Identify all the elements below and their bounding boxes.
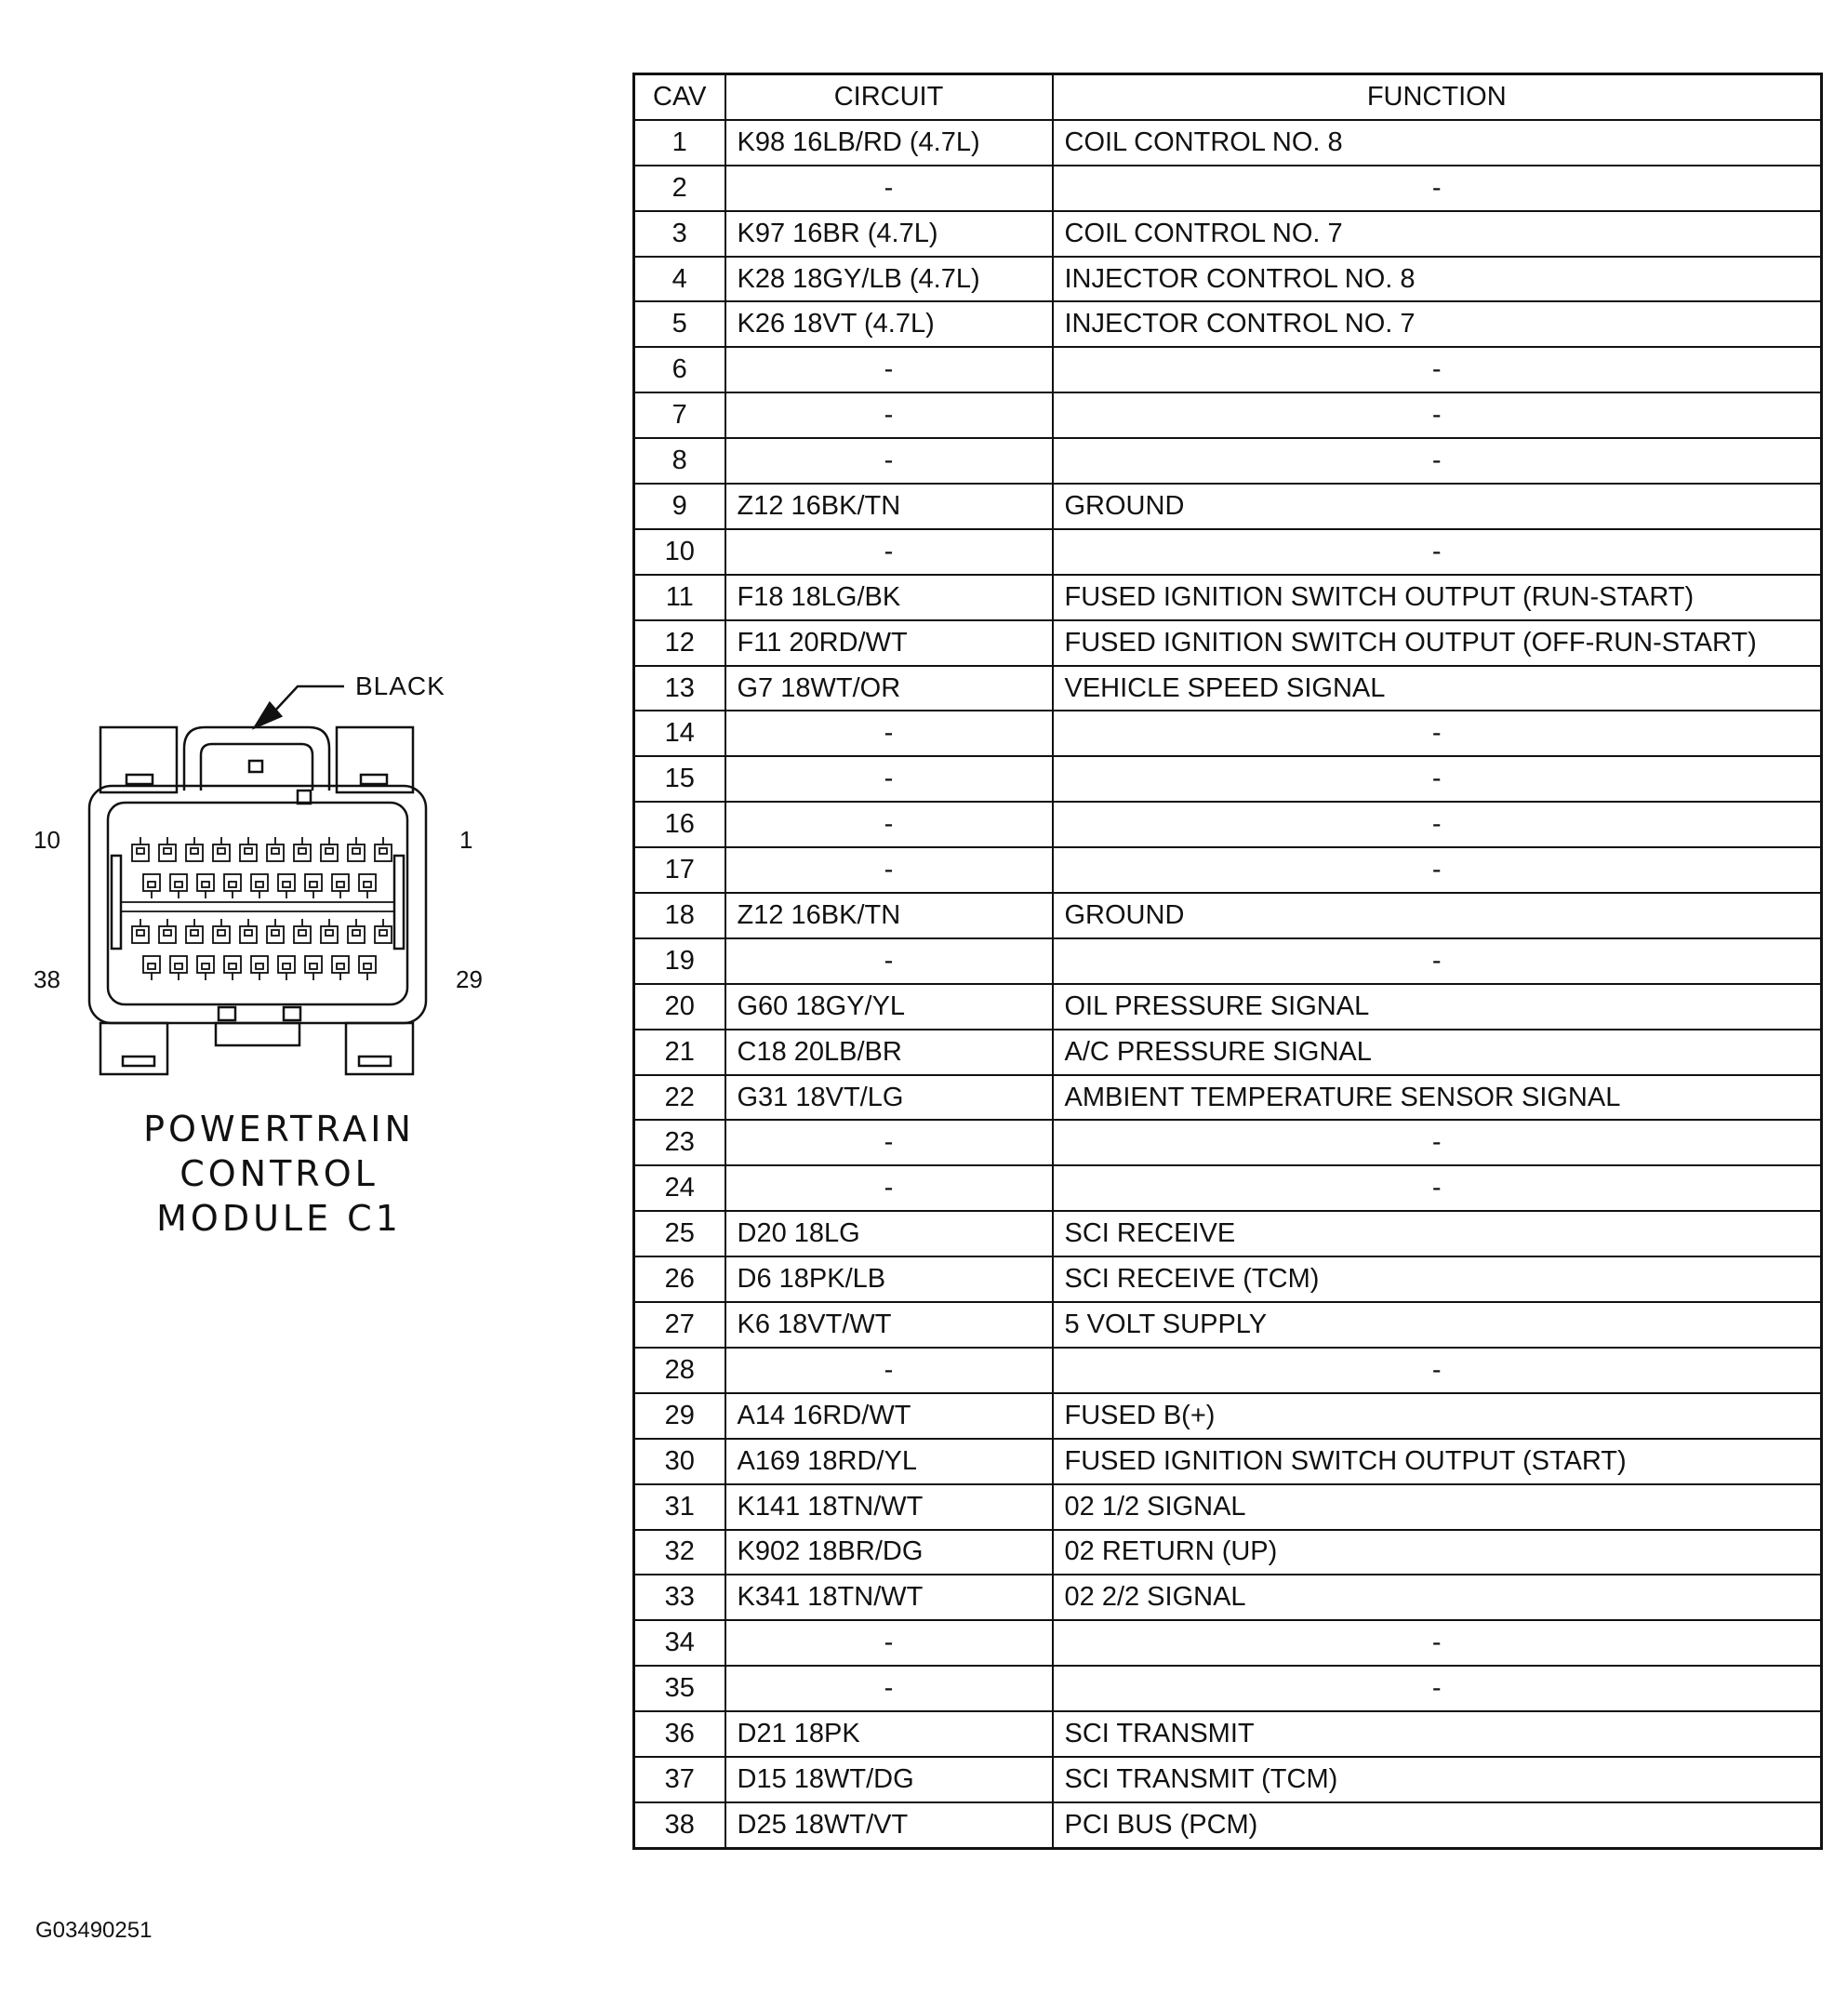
function-cell: GROUND [1053,893,1822,938]
circuit-cell: - [725,1120,1053,1165]
cav-cell: 15 [634,756,725,802]
cav-cell: 21 [634,1030,725,1075]
function-cell: FUSED B(+) [1053,1393,1822,1439]
circuit-cell: K98 16LB/RD (4.7L) [725,120,1053,166]
table-row [634,347,1822,392]
latch-arch [184,727,329,791]
latch-arch-inner [201,744,312,791]
circuit-cell: D21 18PK [725,1711,1053,1757]
table-row [634,847,1822,893]
table-row [634,1757,1822,1802]
table-row [634,711,1822,756]
color-leader-arrow [255,686,344,727]
connector-body [89,786,426,1023]
table-row [634,938,1822,984]
cav-cell: 34 [634,1620,725,1666]
function-cell: - [1053,529,1822,575]
pin-label-bottom-left: 38 [33,965,60,993]
cavity [375,919,392,943]
function-cell: - [1053,438,1822,484]
function-cell: FUSED IGNITION SWITCH OUTPUT (START) [1053,1439,1822,1484]
cav-cell: 30 [634,1439,725,1484]
table-row [634,166,1822,211]
top-left-tab [100,727,177,792]
bottom-right-tab-notch [359,1057,391,1066]
cavity [375,837,392,861]
cav-cell: 4 [634,257,725,302]
table-row [634,529,1822,575]
connector-color-label: BLACK [355,671,445,700]
function-cell: INJECTOR CONTROL NO. 7 [1053,301,1822,347]
cavity [159,919,176,943]
module-title-line: POWERTRAIN [143,1109,415,1150]
connector-illustration [19,651,521,1246]
circuit-cell: - [725,392,1053,438]
cav-cell: 25 [634,1211,725,1256]
cav-cell: 33 [634,1575,725,1620]
cav-cell: 8 [634,438,725,484]
cav-cell: 20 [634,984,725,1030]
cav-cell: 16 [634,802,725,847]
cavity-grid [121,837,394,980]
function-cell: - [1053,938,1822,984]
circuit-cell: F11 20RD/WT [725,620,1053,666]
function-cell: PCI BUS (PCM) [1053,1802,1822,1848]
cavity [240,919,257,943]
circuit-cell: K6 18VT/WT [725,1302,1053,1348]
bottom-left-tab-notch [123,1057,154,1066]
table-row [634,484,1822,529]
cavity [197,956,214,980]
table-row [634,438,1822,484]
cavity [348,837,365,861]
function-cell: - [1053,1620,1822,1666]
cavity [224,874,241,898]
column-header-circuit: CIRCUIT [725,74,1053,120]
cavity [332,874,349,898]
bottom-key-right [284,1007,300,1020]
cavity [359,956,376,980]
table-row [634,1211,1822,1256]
circuit-cell: K97 16BR (4.7L) [725,211,1053,257]
function-cell: AMBIENT TEMPERATURE SENSOR SIGNAL [1053,1075,1822,1121]
module-title [74,1107,484,1241]
function-cell: VEHICLE SPEED SIGNAL [1053,666,1822,711]
function-cell: SCI TRANSMIT [1053,1711,1822,1757]
cav-cell: 7 [634,392,725,438]
table-row [634,1802,1822,1848]
cavity [332,956,349,980]
table-row [634,120,1822,166]
cav-cell: 1 [634,120,725,166]
cavity [305,874,322,898]
cav-cell: 23 [634,1120,725,1165]
circuit-cell: K902 18BR/DG [725,1530,1053,1575]
top-left-tab-notch [126,775,153,784]
table-row [634,1484,1822,1530]
cavity [267,837,284,861]
function-cell: COIL CONTROL NO. 7 [1053,211,1822,257]
circuit-cell: A14 16RD/WT [725,1393,1053,1439]
cavity [251,874,268,898]
latch-key [249,761,262,772]
cav-cell: 17 [634,847,725,893]
circuit-cell: Z12 16BK/TN [725,893,1053,938]
table-row [634,802,1822,847]
cavity [305,956,322,980]
cav-cell: 37 [634,1757,725,1802]
circuit-cell: - [725,756,1053,802]
circuit-cell: - [725,847,1053,893]
cavity [321,837,338,861]
cavity [143,874,160,898]
bottom-key-left [219,1007,235,1020]
module-title-line: MODULE C1 [156,1198,402,1239]
pin-label-top-left: 10 [33,826,60,854]
cav-cell: 11 [634,575,725,620]
circuit-cell: A169 18RD/YL [725,1439,1053,1484]
cavity [321,919,338,943]
table-row [634,1393,1822,1439]
function-cell: A/C PRESSURE SIGNAL [1053,1030,1822,1075]
cav-cell: 19 [634,938,725,984]
cav-cell: 32 [634,1530,725,1575]
function-cell: - [1053,1120,1822,1165]
cavity [132,837,149,861]
circuit-cell: - [725,347,1053,392]
cavity [186,919,203,943]
circuit-cell: G31 18VT/LG [725,1075,1053,1121]
function-cell: - [1053,392,1822,438]
cav-cell: 9 [634,484,725,529]
circuit-cell: Z12 16BK/TN [725,484,1053,529]
table-row [634,301,1822,347]
cavity [278,874,295,898]
cavity [224,956,241,980]
pinout-table-body [634,120,1822,1848]
table-row [634,1348,1822,1393]
table-row [634,1075,1822,1121]
cav-cell: 26 [634,1256,725,1302]
cav-cell: 6 [634,347,725,392]
circuit-cell: - [725,1348,1053,1393]
circuit-cell: D20 18LG [725,1211,1053,1256]
column-header-cav: CAV [634,74,725,120]
table-row [634,1120,1822,1165]
function-cell: - [1053,1165,1822,1211]
cavity [278,956,295,980]
cavity [267,919,284,943]
cav-cell: 29 [634,1393,725,1439]
function-cell: INJECTOR CONTROL NO. 8 [1053,257,1822,302]
cavity [197,874,214,898]
function-cell: FUSED IGNITION SWITCH OUTPUT (OFF-RUN-START) [1053,620,1822,666]
function-cell: - [1053,347,1822,392]
function-cell: FUSED IGNITION SWITCH OUTPUT (RUN-START) [1053,575,1822,620]
right-rib [394,856,404,949]
table-row [634,1711,1822,1757]
circuit-cell: - [725,438,1053,484]
table-row [634,984,1822,1030]
cavity [213,837,230,861]
circuit-cell: - [725,1620,1053,1666]
cavity [132,919,149,943]
circuit-cell: - [725,938,1053,984]
cav-cell: 28 [634,1348,725,1393]
cav-cell: 22 [634,1075,725,1121]
cav-cell: 38 [634,1802,725,1848]
table-row [634,1256,1822,1302]
cav-cell: 2 [634,166,725,211]
circuit-cell: F18 18LG/BK [725,575,1053,620]
cavity [294,919,311,943]
cav-cell: 12 [634,620,725,666]
cav-cell: 24 [634,1165,725,1211]
cavity [186,837,203,861]
function-cell: 5 VOLT SUPPLY [1053,1302,1822,1348]
figure-id: G03490251 [35,1918,153,1943]
circuit-cell: K26 18VT (4.7L) [725,301,1053,347]
cav-cell: 10 [634,529,725,575]
function-cell: 02 2/2 SIGNAL [1053,1575,1822,1620]
function-cell: 02 RETURN (UP) [1053,1530,1822,1575]
connector-face [108,803,407,1004]
table-row [634,1030,1822,1075]
cav-cell: 14 [634,711,725,756]
left-rib [112,856,121,949]
circuit-cell: K141 18TN/WT [725,1484,1053,1530]
cavity [143,956,160,980]
pin-label-bottom-right: 29 [456,965,483,993]
circuit-cell: D6 18PK/LB [725,1256,1053,1302]
circuit-cell: - [725,1666,1053,1711]
function-cell: SCI TRANSMIT (TCM) [1053,1757,1822,1802]
circuit-cell: - [725,166,1053,211]
cavity [240,837,257,861]
top-right-tab-notch [361,775,387,784]
cavity [213,919,230,943]
function-cell: - [1053,1348,1822,1393]
table-row [634,1620,1822,1666]
cav-cell: 36 [634,1711,725,1757]
circuit-cell: - [725,1165,1053,1211]
circuit-cell: C18 20LB/BR [725,1030,1053,1075]
function-cell: SCI RECEIVE (TCM) [1053,1256,1822,1302]
cavity [251,956,268,980]
circuit-cell: - [725,711,1053,756]
table-row [634,392,1822,438]
table-row [634,257,1822,302]
module-title-line: CONTROL [179,1153,379,1194]
function-cell: - [1053,711,1822,756]
function-cell: - [1053,1666,1822,1711]
column-header-function: FUNCTION [1053,74,1822,120]
circuit-cell: K28 18GY/LB (4.7L) [725,257,1053,302]
cav-cell: 35 [634,1666,725,1711]
cavity [170,956,187,980]
pinout-table [632,73,1823,1850]
function-cell: 02 1/2 SIGNAL [1053,1484,1822,1530]
bottom-center-tab [216,1023,299,1045]
cav-cell: 27 [634,1302,725,1348]
function-cell: - [1053,847,1822,893]
table-row [634,211,1822,257]
table-row [634,575,1822,620]
function-cell: - [1053,166,1822,211]
cavity [170,874,187,898]
cavity [159,837,176,861]
circuit-cell: - [725,802,1053,847]
function-cell: - [1053,756,1822,802]
top-right-tab [337,727,413,792]
table-row [634,1302,1822,1348]
circuit-cell: D15 18WT/DG [725,1757,1053,1802]
cavity [348,919,365,943]
table-row [634,666,1822,711]
table-row [634,1666,1822,1711]
table-header-row [634,74,1822,120]
function-cell: COIL CONTROL NO. 8 [1053,120,1822,166]
cav-cell: 31 [634,1484,725,1530]
circuit-cell: D25 18WT/VT [725,1802,1053,1848]
table-row [634,620,1822,666]
circuit-cell: K341 18TN/WT [725,1575,1053,1620]
table-row [634,756,1822,802]
pin-label-top-right: 1 [459,826,473,854]
cav-cell: 3 [634,211,725,257]
table-row [634,893,1822,938]
cavity [359,874,376,898]
circuit-cell: - [725,529,1053,575]
function-cell: GROUND [1053,484,1822,529]
function-cell: SCI RECEIVE [1053,1211,1822,1256]
table-row [634,1439,1822,1484]
circuit-cell: G7 18WT/OR [725,666,1053,711]
cav-cell: 13 [634,666,725,711]
cav-cell: 5 [634,301,725,347]
function-cell: OIL PRESSURE SIGNAL [1053,984,1822,1030]
table-row [634,1165,1822,1211]
cav-cell: 18 [634,893,725,938]
table-row [634,1530,1822,1575]
table-row [634,1575,1822,1620]
function-cell: - [1053,802,1822,847]
cavity [294,837,311,861]
circuit-cell: G60 18GY/YL [725,984,1053,1030]
